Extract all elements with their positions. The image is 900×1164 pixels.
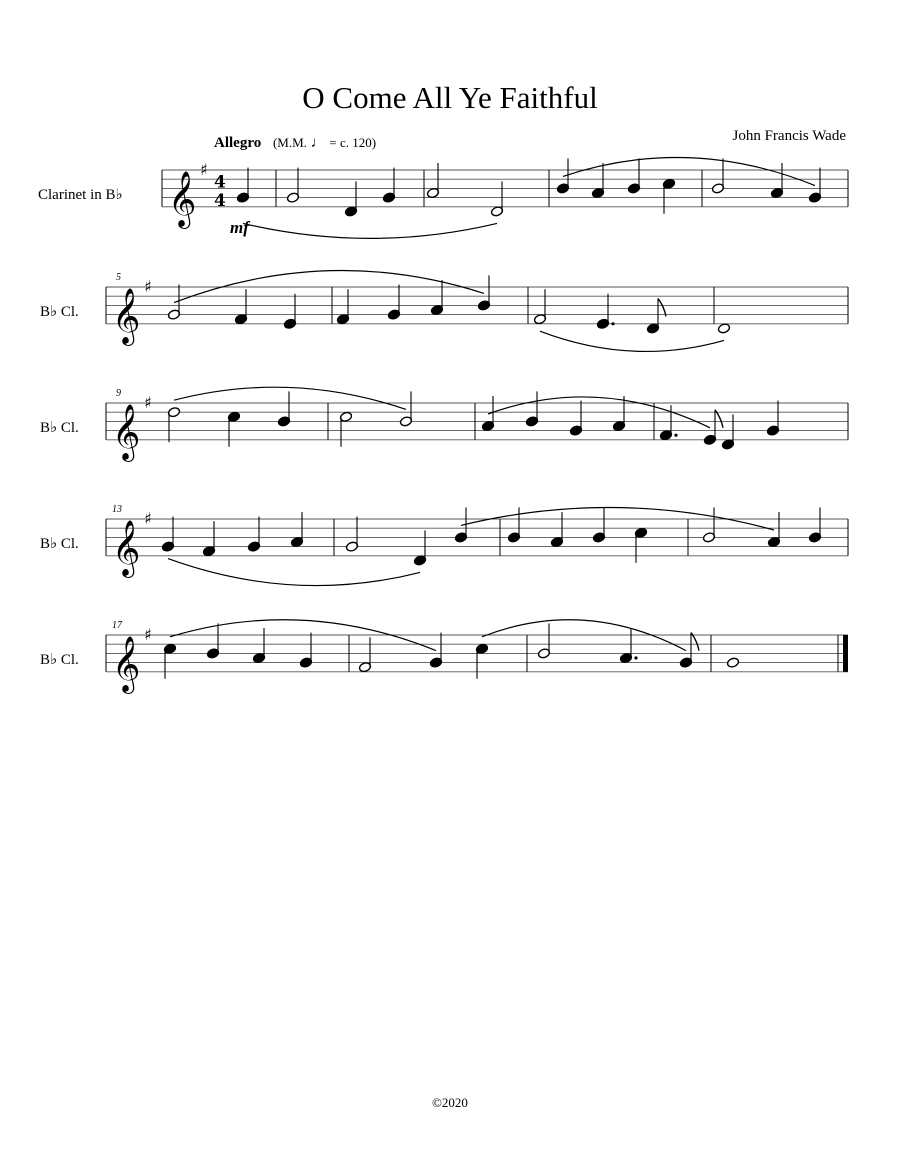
metronome-prefix: (M.M. bbox=[272, 135, 307, 150]
score-title: O Come All Ye Faithful bbox=[302, 80, 598, 115]
key-signature-sharp: ♯ bbox=[144, 277, 152, 296]
instrument-label-full: Clarinet in B♭ bbox=[38, 187, 123, 203]
measure-number: 13 bbox=[112, 504, 122, 515]
measure-number: 5 bbox=[116, 272, 121, 283]
key-signature-sharp: ♯ bbox=[144, 509, 152, 528]
key-signature-sharp: ♯ bbox=[144, 625, 152, 644]
note-head bbox=[717, 323, 730, 334]
instrument-label-short: B♭ Cl. bbox=[40, 652, 79, 668]
instrument-label-short: B♭ Cl. bbox=[40, 304, 79, 320]
time-signature-bottom: 4 bbox=[214, 190, 226, 211]
dot bbox=[634, 656, 637, 659]
composer-name: John Francis Wade bbox=[732, 128, 846, 144]
final-barline-thick bbox=[843, 635, 848, 672]
dot bbox=[611, 322, 614, 325]
note-flag bbox=[658, 298, 666, 316]
key-signature-sharp: ♯ bbox=[144, 393, 152, 412]
instrument-label-short: B♭ Cl. bbox=[40, 536, 79, 552]
instrument-label-short: B♭ Cl. bbox=[40, 420, 79, 436]
quarter-note-icon: ♩ bbox=[310, 135, 326, 151]
dot bbox=[674, 434, 677, 437]
slur bbox=[243, 223, 497, 238]
tempo-word: Allegro bbox=[214, 135, 262, 151]
metronome-value: = c. 120) bbox=[329, 135, 377, 150]
slur bbox=[174, 387, 406, 409]
time-signature-top: 4 bbox=[214, 172, 226, 193]
treble-clef-icon: 𝄞 bbox=[112, 519, 141, 576]
slur bbox=[563, 157, 815, 185]
slur bbox=[168, 559, 420, 586]
measure-number: 9 bbox=[116, 388, 121, 399]
copyright-notice: ©2020 bbox=[432, 1095, 468, 1110]
treble-clef-icon: 𝄞 bbox=[112, 287, 141, 344]
key-signature-sharp: ♯ bbox=[200, 160, 208, 179]
note-head bbox=[726, 657, 739, 668]
treble-clef-icon: 𝄞 bbox=[112, 635, 141, 692]
slur bbox=[540, 331, 724, 351]
treble-clef-icon: 𝄞 bbox=[168, 170, 197, 227]
treble-clef-icon: 𝄞 bbox=[112, 403, 141, 460]
dynamic-marking: mf bbox=[230, 218, 249, 237]
measure-number: 17 bbox=[112, 620, 122, 631]
